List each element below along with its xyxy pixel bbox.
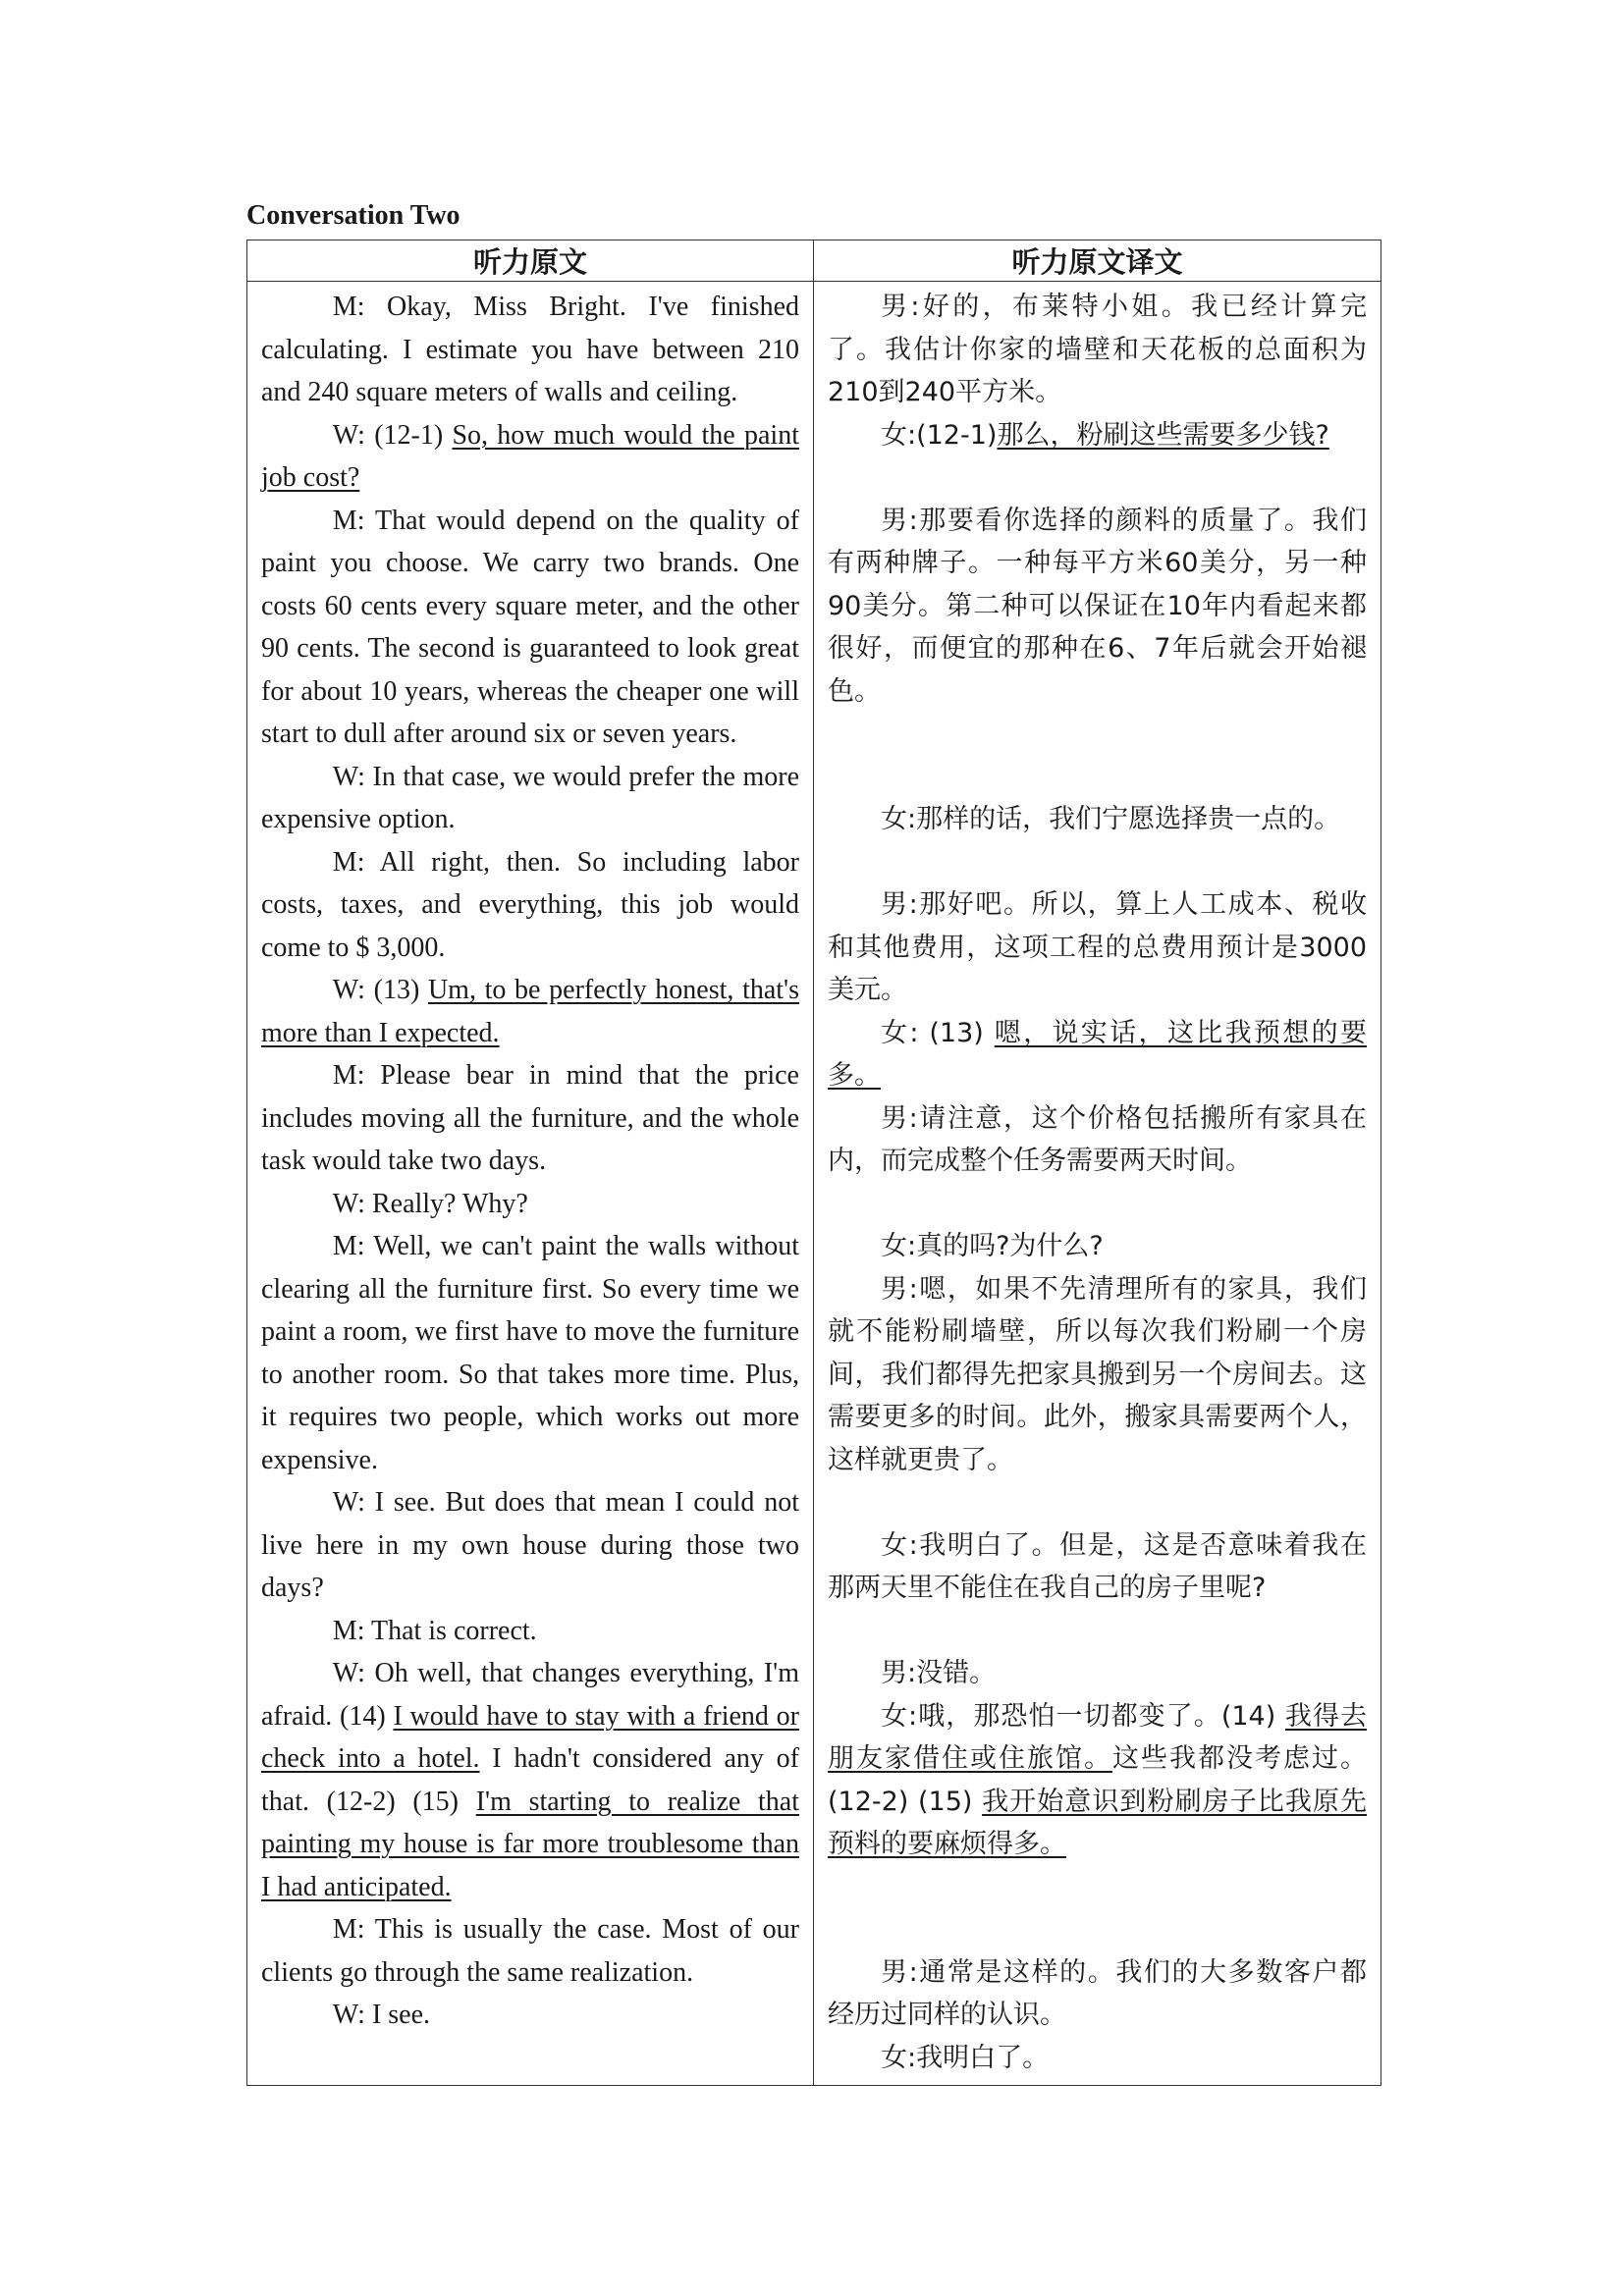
spacer xyxy=(828,1481,1367,1524)
dialogue-text: 男:嗯，如果不先清理所有的家具，我们就不能粉刷墙壁，所以每次我们粉刷一个房间，我们都得先把家具搬到另一个房间去。这需要更多的时间。此外，搬家具需要两个人，这样就更贵了。 xyxy=(828,1273,1367,1475)
dialogue-text: 男:那要看你选择的颜料的质量了。我们有两种牌子。一种每平方米60美分，另一种90美分。第二种可以保证在10年内看起来都很好，而便宜的那种在6、7年后就会开始褪色。 xyxy=(828,505,1367,707)
dialogue-text: 这些我都没考虑过。(12-2) (15) xyxy=(828,1743,1367,1817)
dialogue-turn xyxy=(261,969,799,1054)
answer-underline: Um, to be perfectly honest, that's more than I expected. xyxy=(261,975,799,1048)
dialogue-text: 女:那样的话，我们宁愿选择贵一点的。 xyxy=(881,804,1341,834)
dialogue-text: 女:真的吗?为什么? xyxy=(881,1231,1104,1261)
answer-underline: I would have to stay with a friend or check into a hotel. xyxy=(261,1700,800,1774)
dialogue-turn xyxy=(261,500,799,756)
dialogue-text: M: Well, we can't paint the walls without clearing all the furniture first. So every time we paint a room, we first have to move the furniture to another room. So that takes more time. Plus, it requires two people, which works out more expensive. xyxy=(261,1231,799,1475)
spacer xyxy=(828,1183,1367,1226)
dialogue-text: 女:我明白了。但是，这是否意味着我在那两天里不能住在我自己的房子里呢? xyxy=(828,1529,1367,1603)
translation-turn xyxy=(828,1524,1367,1610)
translation-turn xyxy=(828,2037,1367,2080)
answer-underline: I'm starting to realize that painting my house is far more troublesome than I had anticipated. xyxy=(261,1786,800,1902)
answer-underline: 那么，粉刷这些需要多少钱? xyxy=(997,419,1329,451)
dialogue-text: W: Really? Why? xyxy=(332,1188,528,1219)
dialogue-turn xyxy=(261,1183,799,1226)
translation-cell xyxy=(814,282,1381,2086)
dialogue-turn xyxy=(261,286,799,414)
dialogue-turn xyxy=(261,1652,799,1908)
dialogue-text: M: That is correct. xyxy=(332,1615,537,1646)
dialogue-turn xyxy=(261,1610,799,1653)
dialogue-text: M: Okay, Miss Bright. I've finished calculating. I estimate you have between 210 and 240 square meters of walls and ceiling. xyxy=(261,292,799,407)
answer-underline: 我开始意识到粉刷房子比我原先预料的要麻烦得多。 xyxy=(828,1786,1367,1859)
translation-turn xyxy=(828,1268,1367,1482)
translation-turn xyxy=(828,1225,1367,1268)
spacer xyxy=(828,756,1367,799)
dialogue-text: M: All right, then. So including labor costs, taxes, and everything, this job would come to $ 3,000. xyxy=(261,846,799,963)
dialogue-turn xyxy=(261,841,799,970)
dialogue-text: W: (12-1) xyxy=(332,419,453,451)
spacer xyxy=(828,1908,1367,1951)
original-transcript-cell xyxy=(247,282,814,2086)
header-row xyxy=(247,240,1381,282)
translation-turn xyxy=(828,500,1367,714)
translation-turn xyxy=(828,883,1367,1012)
dialogue-text: M: That would depend on the quality of paint you choose. We carry two brands. One costs 60 cents every square meter, and the other 90 cents. The second is guaranteed to look great for about 10 years, whereas the cheaper one will start to dull after around six or seven years. xyxy=(261,505,799,749)
translation-turn xyxy=(828,1097,1367,1183)
column-header-original: 听力原文 xyxy=(247,240,814,282)
transcript-table xyxy=(246,240,1381,2086)
translation-turn xyxy=(828,1951,1367,2037)
dialogue-text: 男:没错。 xyxy=(881,1658,997,1688)
dialogue-text: 女:我明白了。 xyxy=(881,2042,1050,2073)
dialogue-text: 男:通常是这样的。我们的大多数客户都经历过同样的认识。 xyxy=(828,1956,1367,2030)
dialogue-text: 女: (13) xyxy=(881,1017,995,1048)
dialogue-text: M: Please bear in mind that the price includes moving all the furniture, and the whole task would take two days. xyxy=(261,1060,799,1176)
dialogue-turn xyxy=(261,1908,799,1994)
dialogue-text: 女:(12-1) xyxy=(881,419,998,451)
dialogue-text: M: This is usually the case. Most of our clients go through the same realization. xyxy=(261,1914,799,1988)
section-heading: Conversation Two xyxy=(246,200,460,231)
dialogue-turn xyxy=(261,1225,799,1481)
dialogue-turn xyxy=(261,1054,799,1183)
dialogue-turn xyxy=(261,414,799,500)
column-header-translation: 听力原文译文 xyxy=(814,240,1381,282)
translation-turn xyxy=(828,286,1367,414)
answer-underline: 我得去朋友家借住或住旅馆。 xyxy=(828,1700,1368,1774)
answer-underline: 嗯，说实话，这比我预想的要多。 xyxy=(828,1017,1367,1091)
spacer xyxy=(828,1610,1367,1653)
spacer xyxy=(828,456,1367,500)
translation-turn xyxy=(828,798,1367,841)
answer-underline: So, how much would the paint job cost? xyxy=(261,419,799,493)
dialogue-text: W: In that case, we would prefer the more expensive option. xyxy=(261,761,799,834)
dialogue-text: W: Oh well, that changes everything, I'm afraid. (14) xyxy=(261,1658,799,1732)
dialogue-turn xyxy=(261,1994,799,2037)
dialogue-text: W: I see. xyxy=(332,2000,431,2030)
dialogue-turn xyxy=(261,756,799,841)
translation-turn xyxy=(828,1652,1367,1695)
spacer xyxy=(828,1866,1367,1909)
dialogue-text: 男:那好吧。所以，算上人工成本、税收和其他费用，这项工程的总费用预计是3000美元。 xyxy=(828,889,1367,1005)
transcript-row xyxy=(247,282,1381,2086)
translation-turn xyxy=(828,1012,1367,1097)
spacer xyxy=(828,841,1367,884)
dialogue-text: I hadn't considered any of that. (12-2) (15) xyxy=(261,1743,799,1817)
translation-turn xyxy=(828,1695,1367,1866)
dialogue-text: W: (13) xyxy=(332,975,428,1005)
spacer xyxy=(828,713,1367,756)
dialogue-text: W: I see. But does that mean I could not live here in my own house during those two days? xyxy=(261,1487,799,1603)
dialogue-text: 男:请注意，这个价格包括搬所有家具在内，而完成整个任务需要两天时间。 xyxy=(828,1102,1367,1176)
dialogue-text: 男:好的，布莱特小姐。我已经计算完了。我估计你家的墙壁和天花板的总面积为210到240平方米。 xyxy=(828,292,1367,407)
dialogue-turn xyxy=(261,1481,799,1610)
translation-turn xyxy=(828,414,1367,457)
dialogue-text: 女:哦，那恐怕一切都变了。(14) xyxy=(881,1700,1285,1732)
